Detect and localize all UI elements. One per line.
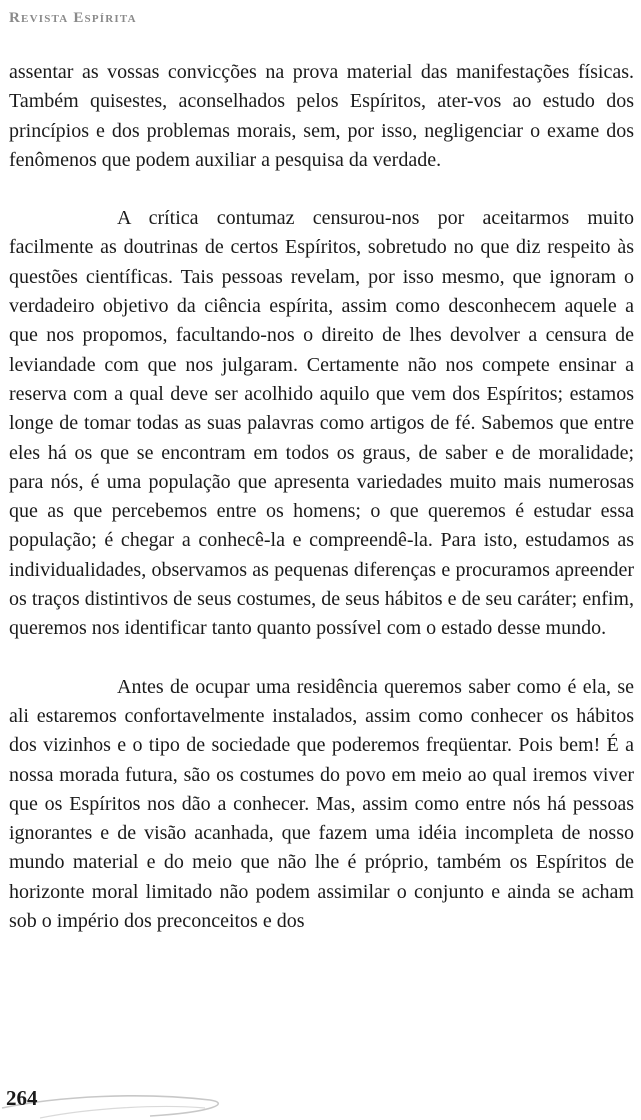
paragraph-gap	[9, 644, 634, 673]
page-number: 264	[6, 1086, 38, 1110]
paragraph-residencia: Antes de ocupar uma residência queremos saber como é ela, se ali estaremos confortavelmente instalados, assim como conhecer os hábitos dos vizinhos e o tipo de sociedade que poderemos freqüentar. Pois bem! É a nossa morada futura, são os costumes do povo em meio ao qual iremos viver que os Espíritos nos dão a conhecer. Mas, assim como entre nós há pessoas ignorantes e de visão acanhada, que fazem uma idéia incompleta de nosso mundo material e do meio que não lhe é próprio, também os Espíritos de horizonte moral limitado não podem assimilar o conjunto e ainda se acham sob o império dos preconceitos e dos	[9, 675, 634, 933]
paragraph-continuation: assentar as vossas convicções na prova material das manifestações físicas. Também quisestes, aconselhados pelos Espíritos, ater-vos ao estudo dos princípios e dos problemas morais, sem, por isso, negligenciar o exame dos fenômenos que podem auxiliar a pesquisa da verdade.	[9, 61, 634, 171]
decorative-swoosh-icon	[0, 1078, 260, 1120]
paragraph-gap	[9, 175, 634, 204]
running-header-title: Revista Espírita	[9, 10, 137, 26]
page-footer	[0, 1078, 641, 1120]
body-text	[9, 58, 634, 936]
paragraph-critica: A crítica contumaz censurou-nos por aceitarmos muito facilmente as doutrinas de certos Espíritos, sobretudo no que diz respeito às questões científicas. Tais pessoas revelam, por isso mesmo, que ignoram o verdadeiro objetivo da ciência espírita, assim como desconhecem aquele a que nos propomos, facultando-nos o direito de lhes devolver a censura de leviandade com que nos julgaram. Certamente não nos compete ensinar a reserva com a qual deve ser acolhido aquilo que vem dos Espíritos; estamos longe de tomar todas as suas palavras como artigos de fé. Sabemos que entre eles há os que se encontram em todos os graus, de saber e de moralidade; para nós, é uma população que apresenta variedades muito mais numerosas que as que percebemos entre os homens; o que queremos é estudar essa população; é chegar a conhecê-la e compreendê-la. Para isto, estudamos as individualidades, observamos as pequenas diferenças e procuramos apreender os traços distintivos de seus costumes, de seus hábitos e de seu caráter; enfim, queremos nos identificar tanto quanto possível com o estado desse mundo.	[9, 207, 634, 640]
